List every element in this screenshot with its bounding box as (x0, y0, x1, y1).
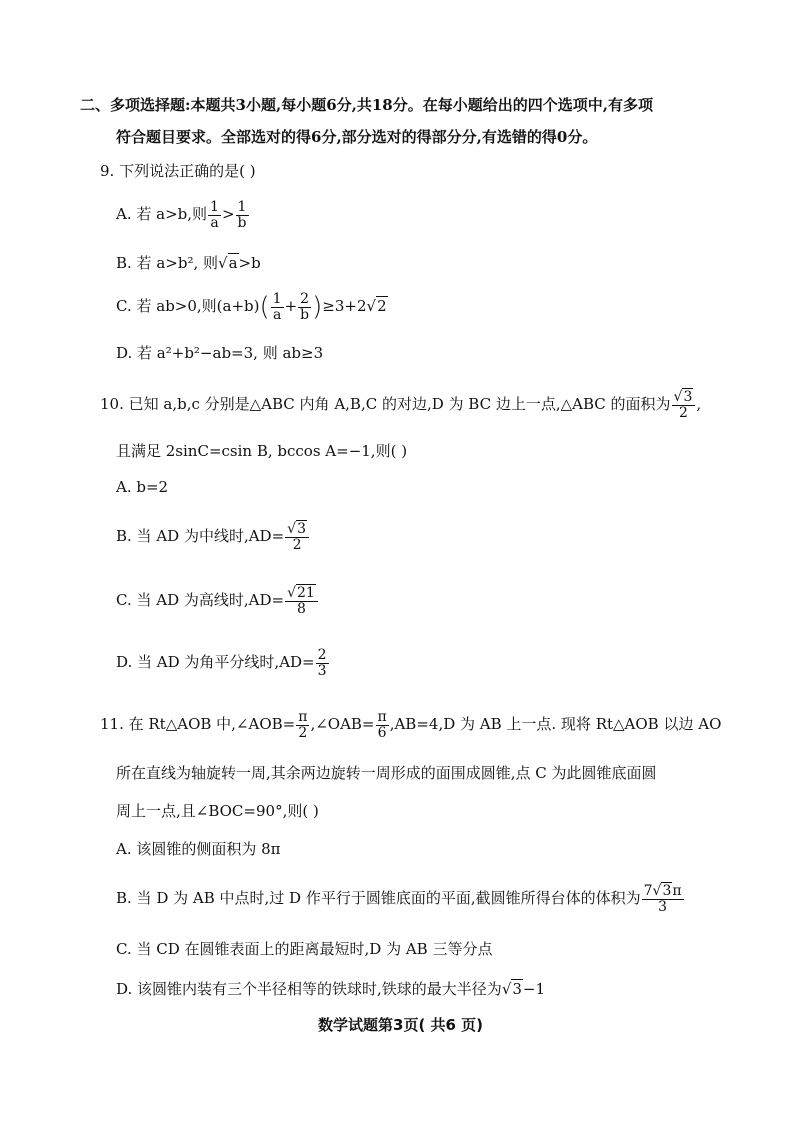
q10-c-prefix: C. 当 AD 为高线时,AD= (116, 591, 285, 610)
q9-a-prefix: A. 若 a>b,则 (116, 205, 208, 224)
q10-option-c (116, 586, 319, 616)
q11-l1-a: 11. 在 Rt△AOB 中,∠AOB= (100, 715, 296, 734)
q9-c-fraction-2: $\frac{2}{b}$ (300, 291, 310, 323)
q9-b-suffix: >b (238, 254, 261, 272)
q10-b-prefix: B. 当 AD 为中线时,AD= (116, 527, 285, 546)
q9-a-fraction-2: $\frac{1}{b}$ (237, 199, 247, 231)
q9-option-c: C. 若 ab>0,则(a+b)( $\frac{1}{a}$ + $\frac{2}{b}$ )≥3+2√2 (116, 291, 387, 323)
q9-c-suffix: ≥3+2 (322, 297, 367, 316)
q9-c-sqrt: √2 (366, 297, 387, 316)
q11-d-suffix: −1 (522, 980, 546, 998)
q10-option-b (116, 522, 310, 552)
page-footer: 数学试题第3页( 共6 页) (318, 1016, 484, 1034)
q11-b-volume-fraction: $\frac{7√3\pi}{3}$ (643, 883, 682, 915)
q10-d-prefix: D. 当 AD 为角平分线时,AD= (116, 653, 315, 672)
q9-a-fraction-1: $\frac{1}{a}$ (210, 199, 219, 231)
section-instructions-line2: 符合题目要求。全部选对的得6分,部分选对的得部分分,有选错的得0分。 (116, 128, 598, 146)
q9-b-prefix: B. 若 a>b², 则 (116, 254, 218, 272)
q11-option-a: A. 该圆锥的侧面积为 8π (116, 840, 281, 858)
q10-stem-line2: 且满足 2sinC=csin B, bccos A=−1,则( ) (116, 442, 408, 460)
q11-stem-line1 (100, 710, 721, 740)
q11-l1-c: ,AB=4,D 为 AB 上一点. 现将 Rt△AOB 以边 AO (389, 715, 722, 734)
q9-stem: 9. 下列说法正确的是( ) (100, 162, 256, 180)
q10-d-fraction: $\frac{2}{3}$ (317, 647, 327, 679)
q10-area-fraction: $\frac{√3}{2}$ (672, 390, 696, 420)
q11-angle-aob-fraction: $\frac{\pi}{2}$ (298, 709, 308, 741)
q11-d-prefix: D. 该圆锥内装有三个半径相等的铁球时,铁球的最大半径为 (116, 980, 502, 998)
q9-option-a (116, 200, 250, 230)
q11-angle-oab-fraction: $\frac{\pi}{6}$ (377, 709, 387, 741)
q10-option-a: A. b=2 (116, 478, 169, 496)
q10-stem-line1 (100, 390, 701, 420)
q11-b-prefix: B. 当 D 为 AB 中点时,过 D 作平行于圆锥底面的平面,截圆锥所得台体的体积为 (116, 889, 641, 908)
q9-c-plus: + (284, 297, 298, 316)
q9-c-fraction-1: $\frac{1}{a}$ (272, 291, 282, 323)
q11-l1-b: ,∠OAB= (310, 715, 375, 734)
q11-option-c: C. 当 CD 在圆锥表面上的距离最短时,D 为 AB 三等分点 (116, 940, 493, 958)
q9-a-relation: > (221, 205, 235, 224)
q11-stem-line3: 周上一点,且∠BOC=90°,则( ) (116, 802, 319, 820)
q10-stem-text: 10. 已知 a,b,c 分别是△ABC 内角 A,B,C 的对边,D 为 BC 边上一点,△ABC 的面积为 (100, 395, 671, 414)
q10-stem-comma: , (696, 395, 702, 414)
q11-stem-line2: 所在直线为轴旋转一周,其余两边旋转一周形成的面围成圆锥,点 C 为此圆锥底面圆 (116, 764, 657, 782)
section-instructions-line1: 二、多项选择题:本题共3小题,每小题6分,共18分。在每小题给出的四个选项中,有多项 (80, 96, 653, 114)
q9-b-sqrt: √a (218, 254, 238, 272)
q10-c-fraction: $\frac{√21}{8}$ (285, 586, 318, 616)
q9-option-d: D. 若 a²+b²−ab=3, 则 ab≥3 (116, 344, 324, 362)
q11-option-d (116, 982, 545, 997)
q11-d-sqrt: √3 (501, 980, 522, 998)
q9-option-b (116, 256, 261, 271)
q11-option-b (116, 884, 685, 914)
q10-option-d (116, 648, 330, 678)
q9-c-prefix: C. 若 ab>0,则(a+b) (116, 297, 260, 316)
q10-b-fraction: $\frac{√3}{2}$ (285, 522, 309, 552)
